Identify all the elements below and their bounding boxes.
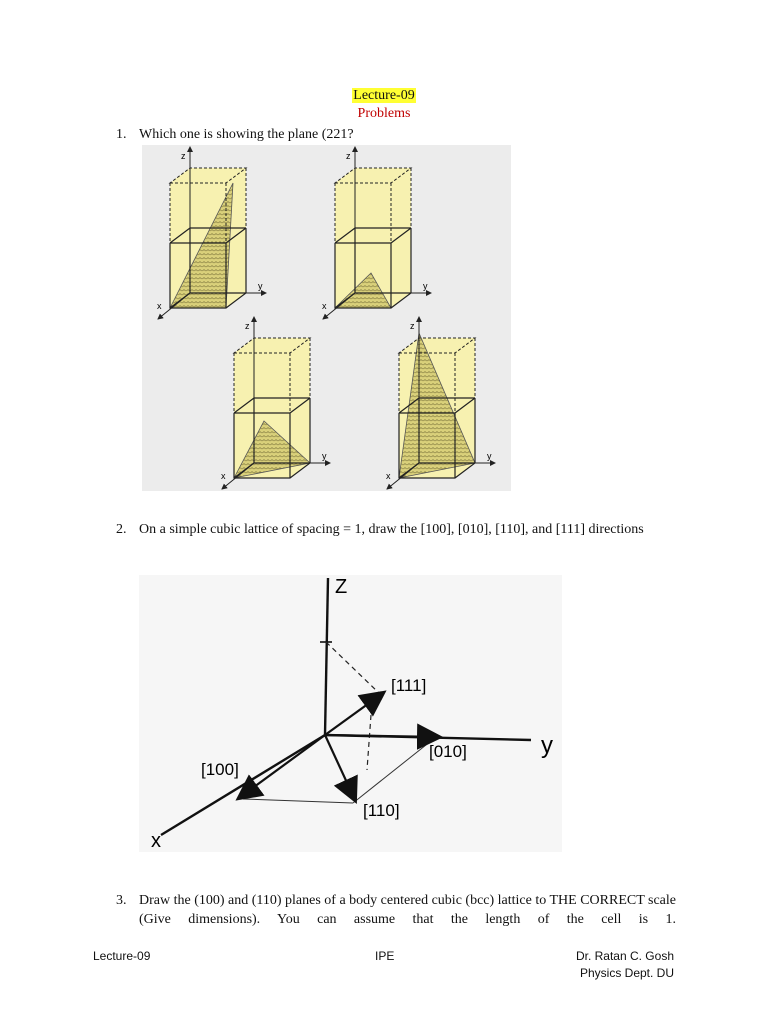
y-axis-label: y (322, 451, 327, 461)
x-axis-label: x (386, 471, 391, 481)
z-axis-label: z (346, 151, 351, 161)
footer-center: IPE (375, 949, 395, 963)
x-axis-label: x (157, 301, 162, 311)
question-number: 3. (116, 893, 127, 908)
question-number: 1. (116, 127, 127, 142)
y-axis-label: y (258, 281, 263, 291)
x-axis-label: x (151, 830, 161, 852)
direction-111-label: [111] (391, 676, 427, 695)
z-axis-label: z (410, 321, 415, 331)
y-axis-label: y (541, 732, 553, 759)
footer-left: Lecture-09 (93, 949, 151, 963)
plane-options-figure (142, 145, 511, 491)
title-highlight: Lecture-09 (353, 88, 415, 103)
footer-department: Physics Dept. DU (579, 966, 674, 980)
question-text: Draw the (100) and (110) planes of a body centered cubic (bcc) lattice to THE CORRECT scale (Give dimensions). You can assume that the length of the cell is 1. (139, 893, 677, 927)
question-text: On a simple cubic lattice of spacing = 1, draw the [100], [010], [110], and [111] directions (139, 522, 644, 537)
z-axis-label: Z (335, 576, 348, 598)
z-axis-label: z (181, 151, 186, 161)
direction-010-label: [010] (429, 742, 467, 761)
direction-110-label: [110] (363, 801, 400, 820)
question-2 (116, 520, 676, 539)
lattice-directions-figure (139, 575, 562, 852)
y-axis-label: y (487, 451, 492, 461)
question-number: 2. (116, 522, 127, 537)
x-axis-label: x (221, 471, 226, 481)
question-3 (116, 891, 676, 929)
question-text: Which one is showing the plane (221? (139, 127, 354, 142)
page-subtitle: Problems (357, 106, 411, 121)
x-axis-label: x (322, 301, 327, 311)
page-title (0, 87, 768, 105)
direction-100-label: [100] (201, 760, 239, 779)
z-axis-label: z (245, 321, 250, 331)
footer-author: Dr. Ratan C. Gosh (575, 949, 674, 963)
y-axis-label: y (423, 281, 428, 291)
question-1 (116, 125, 676, 144)
